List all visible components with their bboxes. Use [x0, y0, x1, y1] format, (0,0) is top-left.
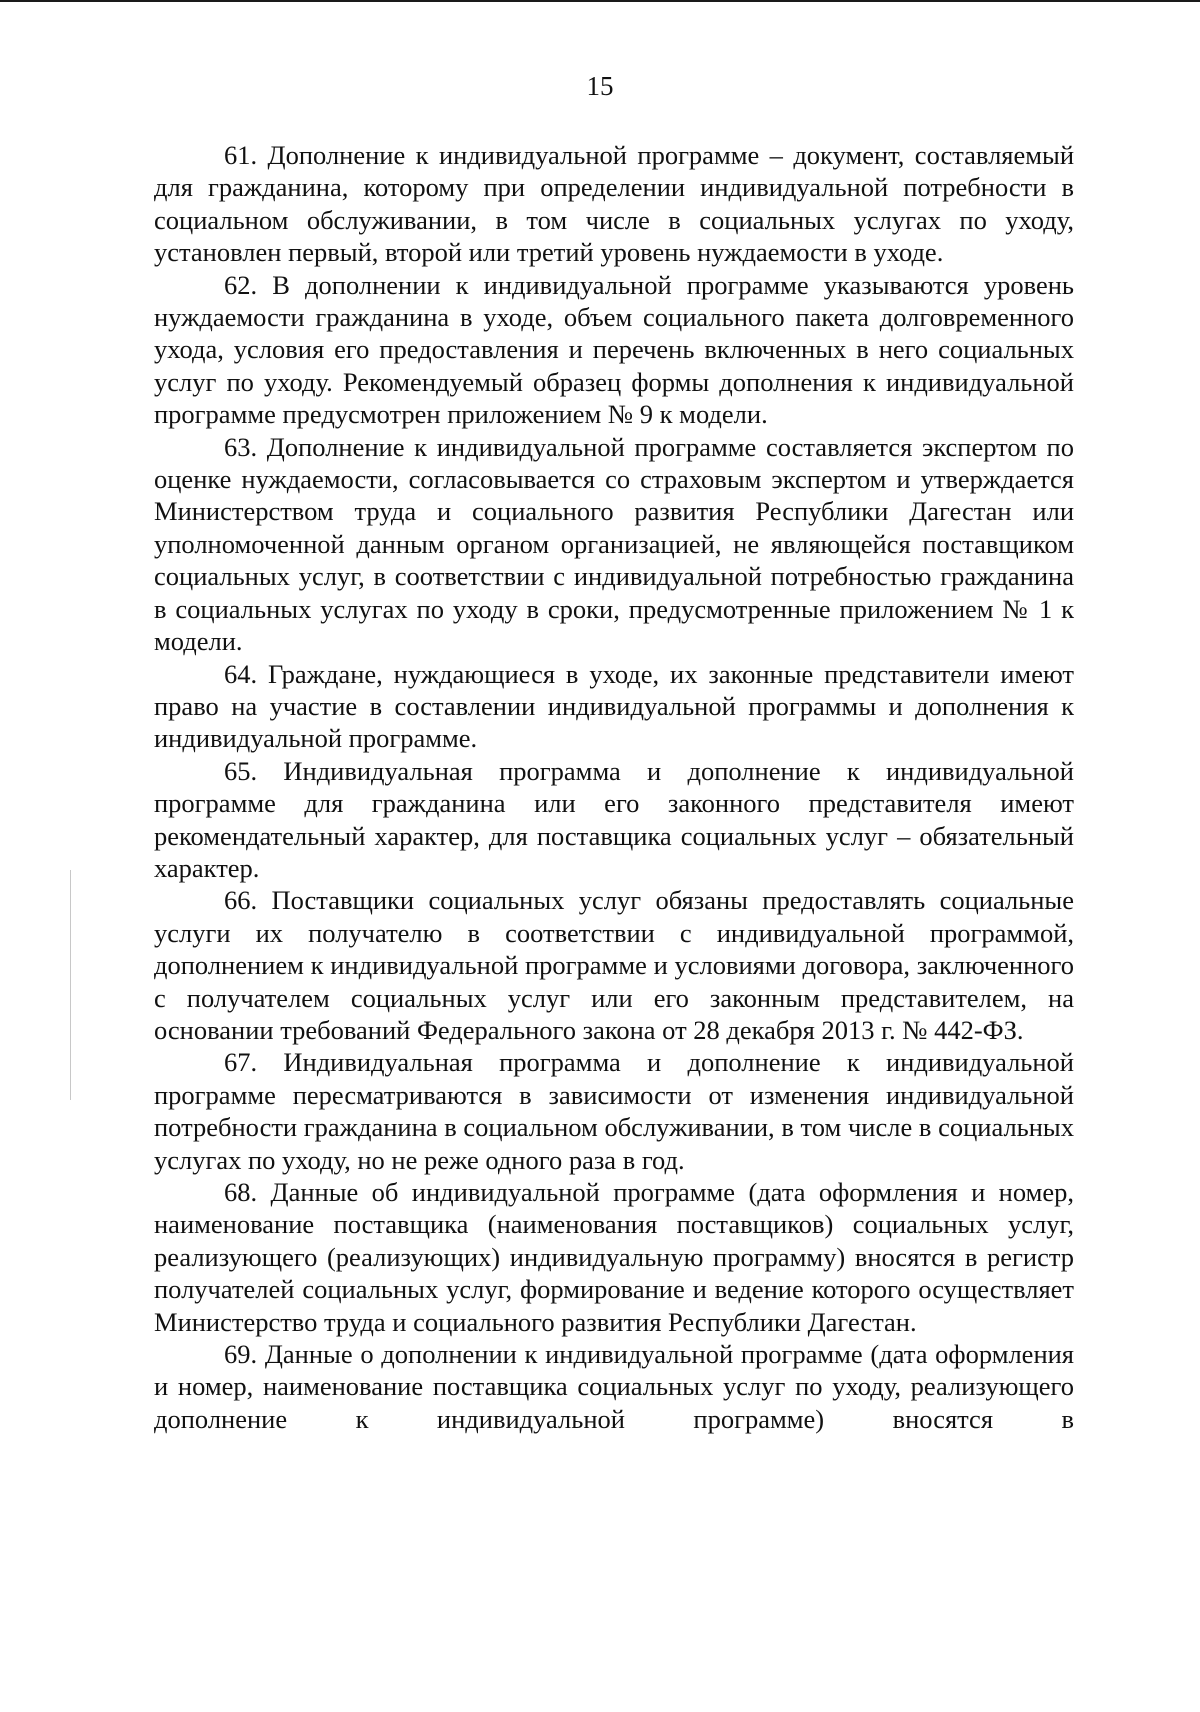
paragraph-68: 68. Данные об индивидуальной программе (дата оформления и номер, наименование поставщика (наименования поставщиков) социальных услуг, реализующего (реализующих) индивидуальную программу) вносятся в регистр получателей социальных услуг, формирование и ведение которого осуществляет Министерство труда и социального развития Республики Дагестан. [154, 1177, 1074, 1337]
paragraph-61: 61. Дополнение к индивидуальной программе – документ, составляемый для гражданина, которому при определении индивидуальной потребности в социальном обслуживании, в том числе в социальных услугах по уходу, установлен первый, второй или третий уровень нуждаемости в уходе. [154, 140, 1074, 268]
paragraph-65: 65. Индивидуальная программа и дополнение к индивидуальной программе для гражданина или его законного представителя имеют рекомендательный характер, для поставщика социальных услуг – обязательный характер. [154, 755, 1074, 883]
page-number: 15 [586, 71, 614, 101]
paragraph-67: 67. Индивидуальная программа и дополнение к индивидуальной программе пересматриваются в зависимости от изменения индивидуальной потребности гражданина в социальном обслуживании, в том числе в социальных услугах по уходу, но не реже одного раза в год. [154, 1047, 1074, 1175]
paragraph-69: 69. Данные о дополнении к индивидуальной программе (дата оформления и номер, наименование поставщика социальных услуг по уходу, реализующего дополнение к индивидуальной программе) вносятся в [154, 1339, 1074, 1434]
scan-top-edge [0, 0, 1200, 2]
document-body [154, 139, 1074, 1435]
paragraph-64: 64. Граждане, нуждающиеся в уходе, их законные представители имеют право на участие в составлении индивидуальной программы и дополнения к индивидуальной программе. [154, 658, 1074, 754]
paragraph-62: 62. В дополнении к индивидуальной программе указываются уровень нуждаемости гражданина в уходе, объем социального пакета долговременного ухода, условия его предоставления и перечень включенных в него социальных услуг по уходу. Рекомендуемый образец формы дополнения к индивидуальной программе предусмотрен приложением № 9 к модели. [154, 269, 1074, 430]
paragraph-63: 63. Дополнение к индивидуальной программе составляется экспертом по оценке нуждаемости, согласовывается со страховым экспертом и утверждается Министерством труда и социального развития Республики Дагестан или уполномоченной данным органом организацией, не являющейся поставщиком социальных услуг, в соответствии с индивидуальной потребностью гражданина в социальных услугах по уходу в сроки, предусмотренные приложением № 1 к модели. [154, 431, 1074, 657]
paragraph-66: 66. Поставщики социальных услуг обязаны предоставлять социальные услуги их получателю в соответствии с индивидуальной программой, дополнением к индивидуальной программе и условиями договора, заключенного с получателем социальных услуг или его законным представителем, на основании требований Федерального закона от 28 декабря 2013 г. № 442-ФЗ. [154, 885, 1074, 1045]
scan-margin-mark [70, 870, 71, 1100]
